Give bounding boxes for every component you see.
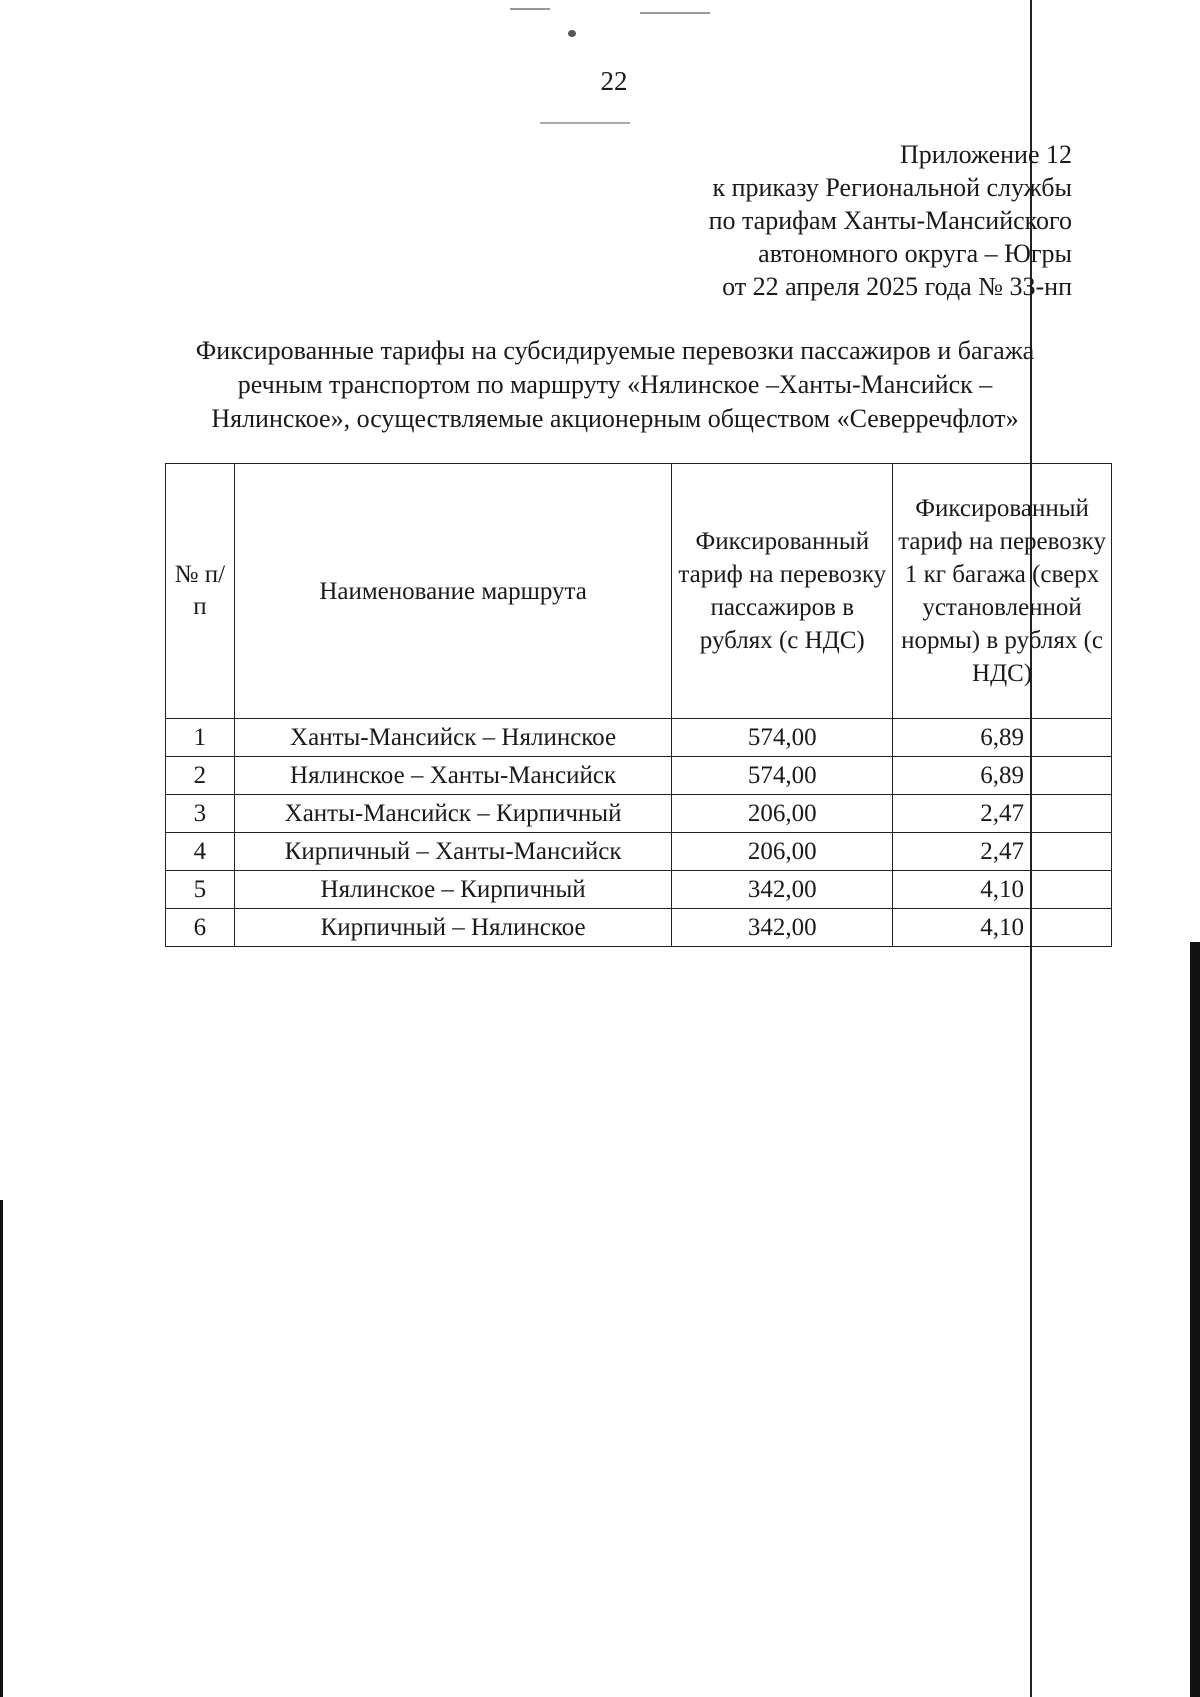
scan-artifact [510,8,550,10]
cell-baggage-tariff: 2,47 [893,833,1112,871]
cell-passenger-tariff: 342,00 [672,909,893,947]
cell-passenger-tariff: 574,00 [672,757,893,795]
title-line: Фиксированные тарифы на субсидируемые перевозки пассажиров и багажа [195,336,1035,365]
cell-passenger-tariff: 206,00 [672,795,893,833]
scan-artifact [568,30,576,37]
table-header-row [166,464,1112,719]
table-row [166,871,1112,909]
header-number: № п/п [166,464,235,719]
title-line: Нялинское», осуществляемые акционерным обществом «Северречфлот» [211,404,1019,433]
cell-baggage-tariff: 4,10 [893,871,1112,909]
document-title [140,334,1090,436]
cell-number: 4 [166,833,235,871]
cell-passenger-tariff: 206,00 [672,833,893,871]
header-passenger-tariff: Фиксированный тариф на перевозку пассажиров в рублях (с НДС) [672,464,893,719]
cell-number: 5 [166,871,235,909]
appendix-block [709,138,1072,303]
table-row [166,795,1112,833]
cell-baggage-tariff: 6,89 [893,719,1112,757]
cell-route: Нялинское – Ханты-Мансийск [234,757,672,795]
cell-number: 2 [166,757,235,795]
scan-artifact [540,122,630,124]
cell-route: Нялинское – Кирпичный [234,871,672,909]
appendix-line: по тарифам Ханты-Мансийского [708,206,1072,235]
table-row [166,909,1112,947]
appendix-line: к приказу Региональной службы [712,173,1072,202]
title-line: речным транспортом по маршруту «Нялинское –Ханты-Мансийск – [237,370,993,399]
appendix-line: от 22 апреля 2025 года № 33-нп [722,272,1072,301]
cell-route: Ханты-Мансийск – Кирпичный [234,795,672,833]
cell-baggage-tariff: 4,10 [893,909,1112,947]
cell-number: 1 [166,719,235,757]
cell-baggage-tariff: 2,47 [893,795,1112,833]
tariff-table [165,463,1112,947]
cell-route: Кирпичный – Ханты-Мансийск [234,833,672,871]
table-row [166,833,1112,871]
appendix-line: Приложение 12 [899,140,1072,169]
header-baggage-tariff: Фиксированный тариф на перевозку 1 кг багажа (сверх установленной нормы) в рублях (с НДС) [893,464,1112,719]
header-route: Наименование маршрута [234,464,672,719]
cell-number: 6 [166,909,235,947]
cell-route: Кирпичный – Нялинское [234,909,672,947]
page-number: 22 [600,66,628,96]
cell-passenger-tariff: 342,00 [672,871,893,909]
cell-number: 3 [166,795,235,833]
table-row [166,719,1112,757]
scan-edge-bar [0,1200,3,1697]
scan-artifact [640,12,710,14]
table-row [166,757,1112,795]
cell-route: Ханты-Мансийск – Нялинское [234,719,672,757]
cell-passenger-tariff: 574,00 [672,719,893,757]
scan-edge-bar [1190,942,1200,1697]
appendix-line: автономного округа – Югры [758,239,1072,268]
cell-baggage-tariff: 6,89 [893,757,1112,795]
